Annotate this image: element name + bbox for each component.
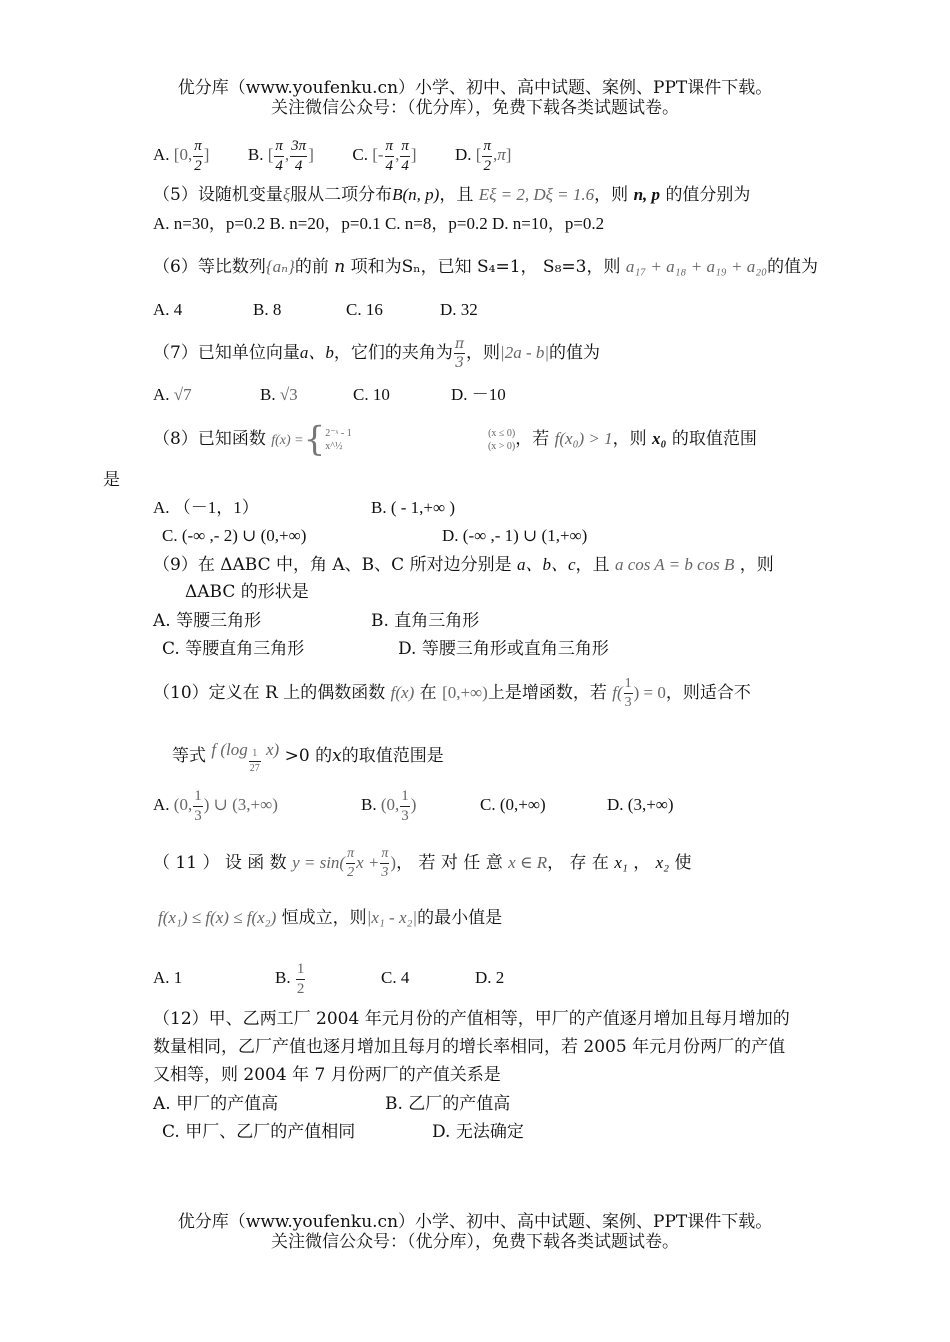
q9-stem: （9）在 ΔABC 中，角 A、B、C 所对边分别是 a、b、c，且 a cos A = b cos B ，则 [153, 555, 774, 575]
q8-stem-cont: 是 [103, 470, 120, 490]
q6-stem: （6）等比数列{aₙ}的前 n 项和为Sₙ，已知 S₄=1， S₈=3，则 a₁₇ + a₁₈ + a₁₉ + a₂₀的值为 [153, 257, 819, 277]
q8-stem: （8）已知函数 f(x) ={ 2⁻ˣ - 1 (x ≤ 0) x^½ (x > 0) ，若 f(x₀) > 1，则 x₀ 的取值范围 [153, 419, 757, 460]
q5-stem: （5）设随机变量ξ服从二项分布B(n, p)，且 Eξ = 2, Dξ = 1.6，则 n, p 的值分别为 [153, 185, 751, 205]
q5-options: A. n=30，p=0.2 B. n=20，p=0.1 C. n=8，p=0.2 D. n=10，p=0.2 [153, 214, 605, 233]
q11-stem-cont: f(x₁) ≤ f(x) ≤ f(x₂) 恒成立，则|x₁ - x₂|的最小值是 [158, 908, 503, 928]
q7-stem: （7）已知单位向量a、b，它们的夹角为 $\frac{\pi}{3}$ ，则|2a - b|的值为 [153, 336, 601, 371]
q11-stem: （ 11 ） 设 函 数 y = sin( $\frac{\pi}{2}$ x + $\frac{\pi}{3}$ )， 若 对 任 意 x ∈ R， 存 在 x₁ ， x₂ 使 [153, 846, 692, 880]
header-line-1: 优分库（www.youfenku.cn）小学、初中、高中试题、案例、PPT课件下载。 [177, 78, 773, 98]
q4-options: A. [0, $\frac{\pi}{2}$ ] B. [ $\frac{\pi}{4}$ , $\frac{3\pi}{4}$ ] C. [- $\frac{\pi}{4}$ , $\frac{\pi}{4}$ ] D. [ $\frac{\pi}{2}$ ,π] [153, 137, 512, 174]
q12-line-3: 又相等，则 2004 年 7 月份两厂的产值关系是 [153, 1065, 501, 1085]
footer-line-2: 关注微信公众号：（优分库），免费下载各类试题试卷。 [271, 1232, 679, 1252]
q12-line-2: 数量相同，乙厂产值也逐月增加且每月的增长率相同，若 2005 年元月份两厂的产值 [153, 1037, 786, 1057]
footer-line-1: 优分库（www.youfenku.cn）小学、初中、高中试题、案例、PPT课件下载。 [177, 1212, 773, 1232]
q10-stem-cont: 等式 f (log $\frac{1}{27}$ x) >0 的x的取值范围是 [172, 740, 444, 774]
q10-stem: （10）定义在 R 上的偶数函数 f(x) 在 [0,+∞)上是增函数，若 f( $\frac{1}{3}$ ) = 0，则适合不 [153, 676, 751, 710]
q9-stem-cont: ΔABC 的形状是 [185, 582, 309, 602]
header-line-2: 关注微信公众号：（优分库），免费下载各类试题试卷。 [271, 98, 679, 118]
q12-line-1: （12）甲、乙两工厂 2004 年元月份的产值相等，甲厂的产值逐月增加且每月增加的 [153, 1009, 790, 1029]
